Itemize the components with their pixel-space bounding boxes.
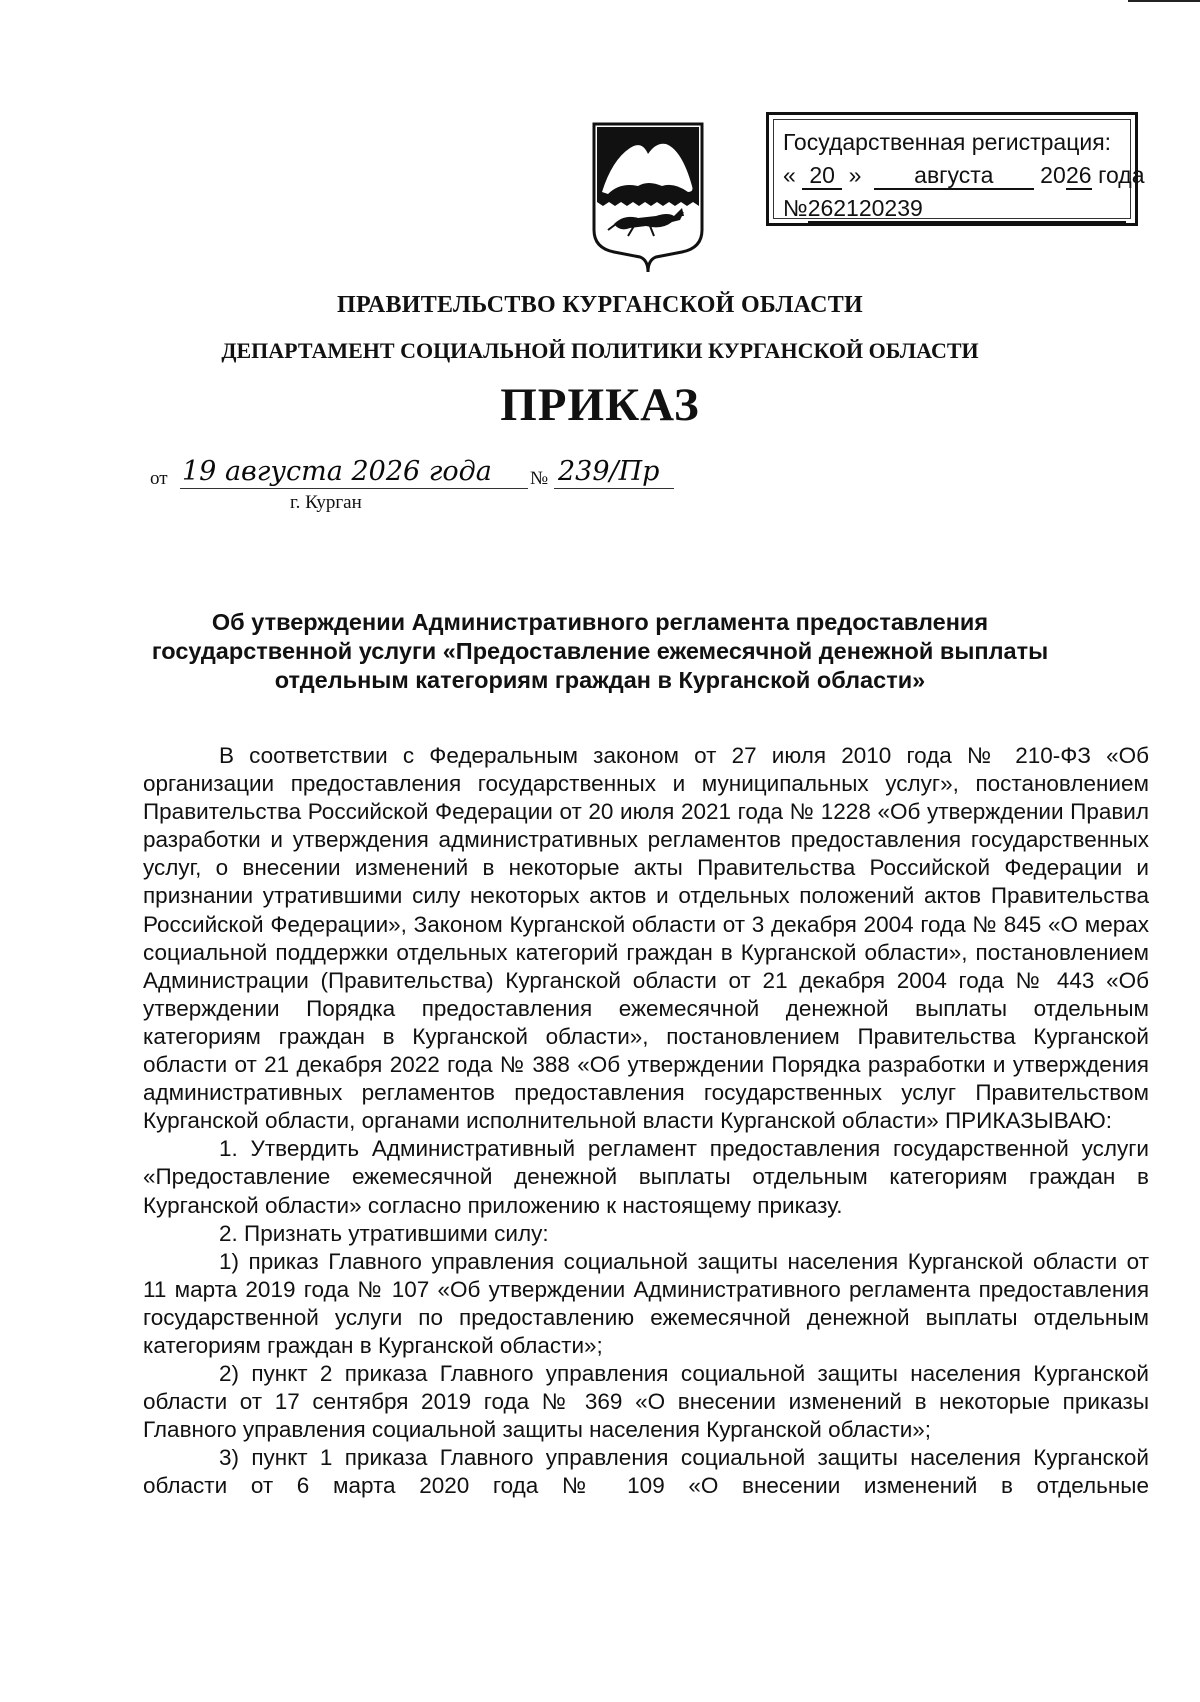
clause-1-paragraph: 1. Утвердить Административный регламент предоставления государственной услуги «Предоставление ежемесячной денежной выплаты отдельным категориям граждан в Курганской области» согласно приложению к настоящему приказу. <box>143 1136 1149 1218</box>
registration-title: Государственная регистрация: <box>783 129 1112 155</box>
order-title-line: отдельным категориям граждан в Курганской области» <box>274 667 926 693</box>
registration-day: 20 <box>802 163 842 190</box>
order-title <box>140 608 1060 695</box>
order-city: г. Курган <box>290 492 362 513</box>
registration-day-open-quote: « <box>783 162 796 188</box>
subclause-3-paragraph: 3) пункт 1 приказа Главного управления социальной защиты населения Курганской области от 6 марта 2020 года № 109 «О внесении изменений в отдельные <box>143 1445 1149 1499</box>
registration-number: 262120239 <box>808 196 1126 223</box>
department-heading: ДЕПАРТАМЕНТ СОЦИАЛЬНОЙ ПОЛИТИКИ КУРГАНСКОЙ ОБЛАСТИ <box>221 338 979 363</box>
subclause-2-paragraph: 2) пункт 2 приказа Главного управления социальной защиты населения Курганской области от 17 сентября 2019 года № 369 «О внесении изменений в некоторые приказы Главного управления социальной защиты населения Курганской области»; <box>143 1361 1149 1443</box>
order-from-label: от <box>150 468 168 489</box>
government-heading: ПРАВИТЕЛЬСТВО КУРГАНСКОЙ ОБЛАСТИ <box>336 292 864 318</box>
preamble-paragraph: В соответствии с Федеральным законом от 27 июля 2010 года № 210-ФЗ «Об организации предоставления государственных и муниципальных услуг», постановлением Правительства Российской Федерации от 20 июля 2021 года № 1228 «Об утверждении Правил разработки и утверждения административных регламентов предоставления государственных услуг, о внесении изменений в некоторые акты Правительства Российской Федерации и признании утратившими силу некоторых актов и отдельных положений актов Правительства Российской Федерации», Законом Курганской области от 3 декабря 2004 года № 845 «О мерах социальной поддержки отдельных категорий граждан в Курганской области», постановлением Администрации (Правительства) Курганской области от 21 декабря 2004 года № 443 «Об утверждении Порядка предоставления ежемесячной денежной выплаты отдельным категориям граждан в Курганской области», постановлением Правительства Курганской области от 21 декабря 2022 года № 388 «Об утверждении Порядка разработки и утверждения административных регламентов предоставления государственных услуг Правительством Курганской области, органами исполнительной власти Курганской области» ПРИКАЗЫВАЮ: <box>143 743 1149 1134</box>
scan-edge-mark <box>1128 0 1200 2</box>
order-date-number-line <box>150 456 710 526</box>
document-type-heading: ПРИКАЗ <box>500 379 700 431</box>
order-number-handwritten: 239/Пр <box>558 456 660 487</box>
registration-year-prefix: 20 <box>1040 162 1066 188</box>
order-body <box>143 742 1149 1501</box>
order-date-underline <box>180 488 528 489</box>
order-date-handwritten: 19 августа 2026 года <box>182 456 492 487</box>
order-number-label: № <box>530 468 549 489</box>
registration-stamp <box>766 112 1145 226</box>
order-number-underline <box>554 488 674 489</box>
order-title-line: Об утверждении Административного регламента предоставления <box>211 609 989 635</box>
order-title-line: государственной услуги «Предоставление ежемесячной денежной выплаты <box>151 638 1049 664</box>
coat-of-arms-emblem <box>590 120 706 272</box>
registration-year-suffix: 26 <box>1065 162 1092 188</box>
registration-month: августа <box>874 163 1034 190</box>
registration-day-close-quote: » <box>848 162 862 188</box>
registration-number-prefix: № <box>783 195 808 221</box>
clause-2-paragraph: 2. Признать утратившими силу: <box>219 1220 549 1246</box>
registration-year-word: года <box>1098 162 1145 188</box>
subclause-1-paragraph: 1) приказ Главного управления социальной защиты населения Курганской области от 11 марта 2019 года № 107 «Об утверждении Административного регламента предоставления государственной услуги по предоставлению ежемесячной денежной выплаты отдельным категориям граждан в Курганской области»; <box>143 1248 1149 1358</box>
